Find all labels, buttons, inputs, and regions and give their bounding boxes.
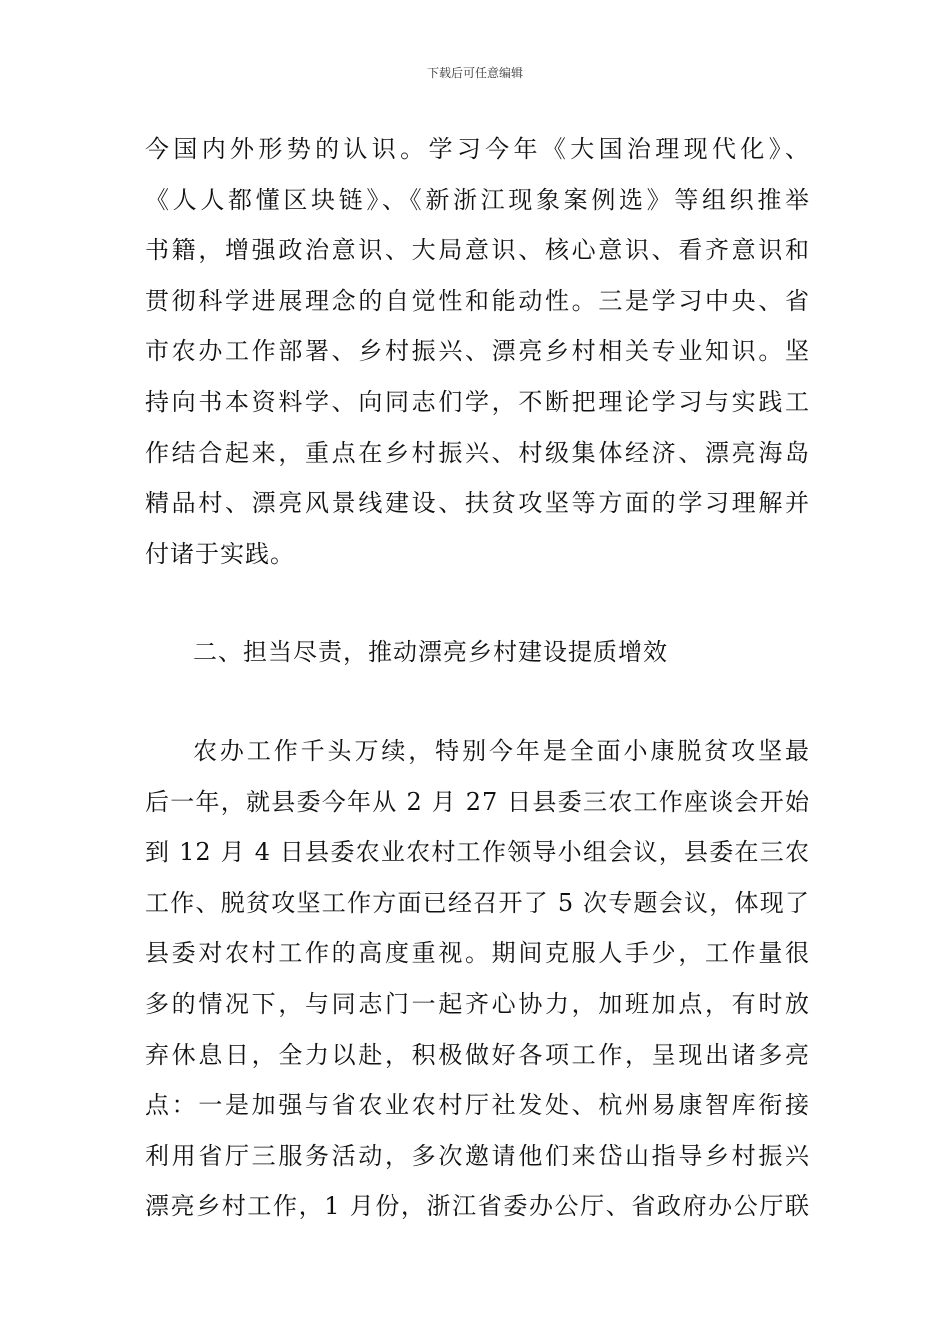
text-line: 到 12 月 4 日县委农业农村工作领导小组会议，县委在三农 xyxy=(145,838,810,867)
text-line: 书籍，增强政治意识、大局意识、核心意识、看齐意识和 xyxy=(145,236,810,265)
paragraph-2 xyxy=(145,726,810,1232)
spacer xyxy=(145,678,810,726)
spacer xyxy=(145,579,810,627)
text-line: 漂亮乡村工作，1 月份，浙江省委办公厅、省政府办公厅联 xyxy=(145,1192,810,1221)
text-line: 今国内外形势的认识。学习今年《大国治理现代化》、 xyxy=(145,135,810,163)
page-header: 下载后可任意编辑 xyxy=(426,66,523,80)
text-line: 弃休息日，全力以赴，积极做好各项工作，呈现出诸多亮 xyxy=(145,1040,810,1069)
document-body xyxy=(145,124,810,1232)
text-line: 后一年，就县委今年从 2 月 27 日县委三农工作座谈会开始 xyxy=(145,787,810,816)
text-line: 县委对农村工作的高度重视。期间克服人手少，工作量很 xyxy=(145,939,810,968)
text-line: 贯彻科学进展理念的自觉性和能动性。三是学习中央、省 xyxy=(145,286,810,315)
text-line: 多的情况下，与同志门一起齐心协力，加班加点，有时放 xyxy=(145,989,810,1018)
text-line: 持向书本资料学、向同志们学，不断把理论学习与实践工 xyxy=(145,387,810,416)
text-line: 工作、脱贫攻坚工作方面已经召开了 5 次专题会议，体现了 xyxy=(145,888,810,917)
text-line: 市农办工作部署、乡村振兴、漂亮乡村相关专业知识。坚 xyxy=(145,337,810,366)
text-line: 精品村、漂亮风景线建设、扶贫攻坚等方面的学习理解并 xyxy=(145,489,810,518)
text-line: 付诸于实践。 xyxy=(145,539,295,568)
paragraph-1 xyxy=(145,124,810,579)
text-line: 《人人都懂区块链》、《新浙江现象案例选》等组织推举 xyxy=(145,185,810,214)
text-line: 利用省厅三服务活动，多次邀请他们来岱山指导乡村振兴 xyxy=(145,1141,810,1170)
section-heading: 二、担当尽责，推动漂亮乡村建设提质增效 xyxy=(193,638,668,667)
text-line: 农办工作千头万续，特别今年是全面小康脱贫攻坚最 xyxy=(193,736,810,765)
text-line: 点：一是加强与省农业农村厅社发处、杭州易康智库衔接 xyxy=(145,1091,810,1120)
text-line: 作结合起来，重点在乡村振兴、村级集体经济、漂亮海岛 xyxy=(145,438,810,467)
